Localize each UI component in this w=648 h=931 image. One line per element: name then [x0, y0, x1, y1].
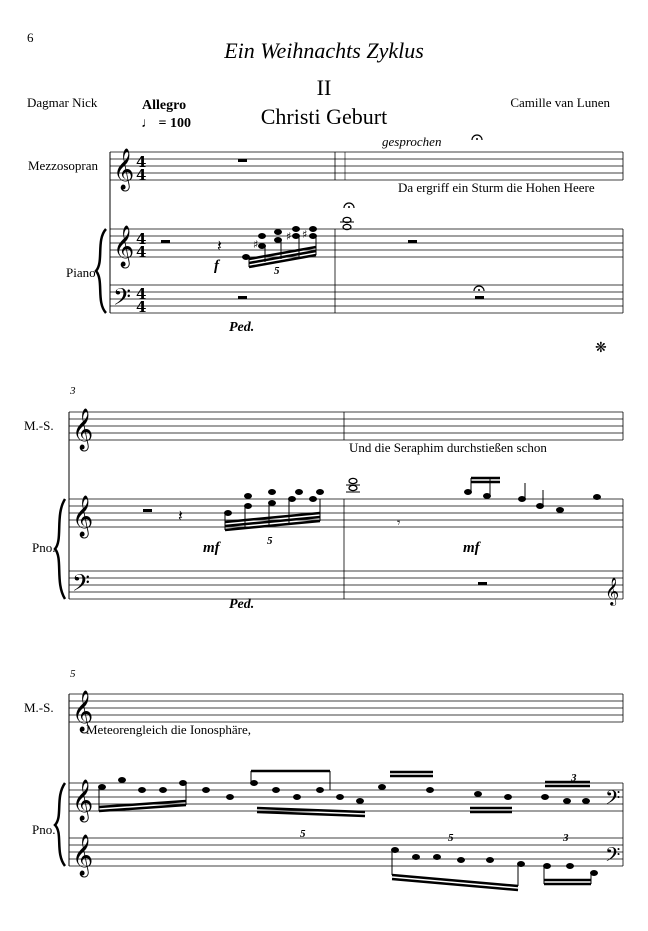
lyric-line: Und die Seraphim durchstießen schon: [349, 440, 547, 455]
dynamic-marking: mf: [463, 540, 480, 556]
piano-label: Piano: [66, 265, 96, 280]
composer: Camille van Lunen: [510, 95, 610, 110]
pedal-marking: Ped.: [229, 320, 255, 335]
voice-label: M.-S.: [24, 700, 54, 715]
svg-text:𝄽: 𝄽: [178, 506, 183, 525]
svg-text:4: 4: [136, 230, 147, 248]
svg-text:𝄞: 𝄞: [605, 577, 620, 605]
lyricist: Dagmar Nick: [27, 95, 98, 110]
piano-figures-system-3: [99, 771, 598, 890]
system-3: [69, 694, 623, 866]
svg-text:4: 4: [136, 166, 147, 184]
metronome-mark: ♩ = 100: [141, 116, 191, 131]
quintuplet-figure-2: [225, 490, 324, 531]
svg-text:𝄾: 𝄾: [397, 516, 401, 531]
svg-text:𝄞: 𝄞: [72, 496, 94, 537]
lyric-line: Da ergriff ein Sturm die Hohen Heere: [398, 180, 595, 195]
svg-text:4: 4: [136, 243, 147, 261]
movement-number: II: [316, 75, 332, 100]
svg-text:4: 4: [136, 285, 147, 303]
tuplet-number: 5: [448, 832, 454, 844]
svg-text:𝄞: 𝄞: [72, 409, 94, 450]
tuplet-number: 5: [267, 535, 273, 547]
measure-number: 3: [70, 385, 76, 397]
tuplet-number: 3: [563, 832, 569, 844]
dynamic-marking: f: [214, 258, 219, 274]
svg-text:𝄢: 𝄢: [113, 283, 132, 316]
dynamic-marking: mf: [203, 540, 220, 556]
voice-label: Mezzosopran: [28, 158, 99, 173]
svg-text:♯: ♯: [253, 238, 259, 251]
piano-label: Pno.: [32, 540, 56, 555]
svg-text:𝄢: 𝄢: [605, 843, 621, 871]
piano-bass-staff: [110, 285, 623, 313]
svg-text:4: 4: [136, 153, 147, 171]
score-title: Ein Weihnachts Zyklus: [224, 38, 424, 63]
pedal-release-icon: ❋: [595, 341, 607, 356]
svg-text:𝄞: 𝄞: [72, 691, 94, 732]
svg-text:𝄢: 𝄢: [72, 569, 91, 602]
svg-text:𝄞: 𝄞: [72, 835, 94, 876]
page-number: 6: [27, 30, 34, 45]
sixteenths-m4-2: [465, 478, 601, 513]
svg-text:𝄞: 𝄞: [113, 226, 135, 267]
chord-m2-1: [340, 217, 354, 229]
voice-staff: [110, 152, 623, 180]
piano-brace: [96, 229, 106, 313]
tuplet-number: 3: [571, 772, 577, 784]
system-1: [110, 152, 623, 313]
pedal-marking: Ped.: [229, 597, 255, 612]
fermatas-system-1: [344, 135, 484, 291]
svg-text:𝄽: 𝄽: [217, 236, 222, 255]
svg-text:♯: ♯: [302, 228, 308, 241]
piano-label: Pno.: [32, 822, 56, 837]
measure-number: 5: [70, 668, 76, 680]
movement-title: Christi Geburt: [260, 104, 388, 129]
spoken-direction: gesprochen: [382, 134, 442, 149]
voice-label: M.-S.: [24, 418, 54, 433]
piano-treble-staff: [110, 229, 623, 257]
svg-text:♯: ♯: [286, 230, 292, 243]
svg-text:𝄢: 𝄢: [605, 786, 621, 814]
tempo-word: Allegro: [142, 98, 187, 113]
tuplet-number: 5: [300, 828, 306, 840]
svg-text:4: 4: [136, 298, 147, 316]
piano-brace: [55, 499, 65, 599]
tuplet-number: 5: [274, 265, 280, 277]
lyric-line: Meteorengleich die Ionosphäre,: [86, 722, 251, 737]
piano-brace: [55, 783, 65, 866]
clefs-system-3: [72, 690, 620, 877]
chord-m4-2: [346, 478, 360, 492]
svg-text:𝄞: 𝄞: [113, 149, 135, 190]
svg-text:𝄞: 𝄞: [72, 780, 94, 821]
clefs-system-1: [113, 148, 146, 316]
